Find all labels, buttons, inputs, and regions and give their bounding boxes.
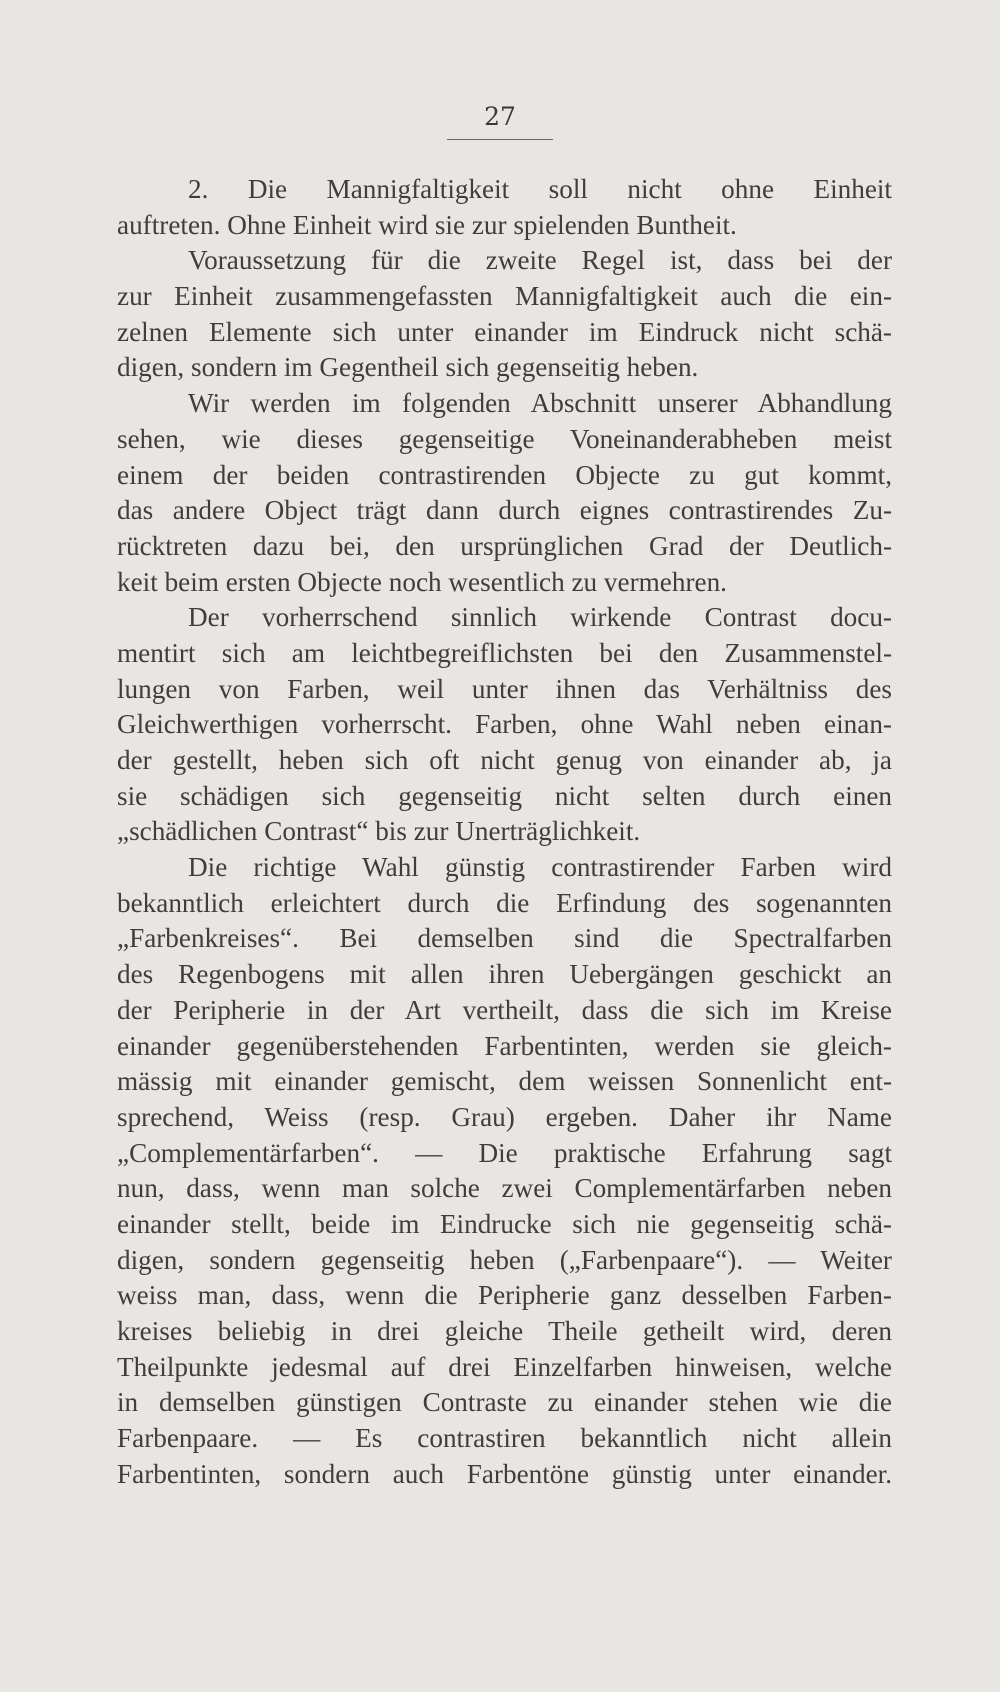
paragraph-5-line-12: digen, sondern gegenseitig heben („Farbenpaare“). — Weiter xyxy=(117,1244,892,1275)
paragraph-5-line-17: Farbenpaare. — Es contrastiren bekanntlich nicht allein xyxy=(117,1423,892,1454)
paragraph-5-line-4: des Regenbogens mit allen ihren Uebergängen geschickt an xyxy=(117,959,892,990)
paragraph-5-line-18: Farbentinten, sondern auch Farbentöne günstig unter einander. xyxy=(117,1458,892,1489)
paragraph-4-line-7: „schädlichen Contrast“ bis zur Unerträglichkeit. xyxy=(117,816,641,847)
paragraph-4-line-2: mentirt sich am leichtbegreiflichsten bei den Zusammenstel- xyxy=(117,637,892,668)
paragraph-5-line-13: weiss man, dass, wenn die Peripherie ganz desselben Farben- xyxy=(117,1280,892,1311)
paragraph-3-line-5: rücktreten dazu bei, den ursprünglichen Grad der Deutlich- xyxy=(117,530,892,561)
paragraph-3-line-4: das andere Object trägt dann durch eignes contrastirendes Zu- xyxy=(117,495,892,526)
paragraph-5-line-6: einander gegenüberstehenden Farbentinten, werden sie gleich- xyxy=(117,1030,892,1061)
paragraph-5-line-3: „Farbenkreises“. Bei demselben sind die Spectralfarben xyxy=(117,923,892,954)
paragraph-1-line-2: auftreten. Ohne Einheit wird sie zur spielenden Buntheit. xyxy=(117,209,737,240)
paragraph-4-line-6: sie schädigen sich gegenseitig nicht selten durch einen xyxy=(117,780,892,811)
paragraph-3-line-2: sehen, wie dieses gegenseitige Voneinanderabheben meist xyxy=(117,423,892,454)
paragraph-2-line-4: digen, sondern im Gegentheil sich gegenseitig heben. xyxy=(117,352,699,383)
body-text xyxy=(117,172,892,1492)
paragraph-3-line-3: einem der beiden contrastirenden Objecte zu gut kommt, xyxy=(117,459,892,490)
paragraph-5-line-5: der Peripherie in der Art vertheilt, dass die sich im Kreise xyxy=(117,994,892,1025)
paragraph-5-line-16: in demselben günstigen Contraste zu einander stehen wie die xyxy=(117,1387,892,1418)
paragraph-4-line-4: Gleichwerthigen vorherrscht. Farben, ohne Wahl neben einan- xyxy=(117,709,892,740)
paragraph-5-line-9: „Complementärfarben“. — Die praktische Erfahrung sagt xyxy=(117,1137,892,1168)
paragraph-5-line-2: bekanntlich erleichtert durch die Erfindung des sogenannten xyxy=(117,887,892,918)
paragraph-4-line-1: Der vorherrschend sinnlich wirkende Contrast docu- xyxy=(188,602,892,633)
paragraph-3-line-6: keit beim ersten Objecte noch wesentlich zu vermehren. xyxy=(117,566,727,597)
paragraph-3-line-1: Wir werden im folgenden Abschnitt unserer Abhandlung xyxy=(188,388,892,419)
page-number: 27 xyxy=(484,102,516,131)
paragraph-5-line-1: Die richtige Wahl günstig contrastirender Farben wird xyxy=(188,852,892,883)
paragraph-5-line-11: einander stellt, beide im Eindrucke sich nie gegenseitig schä- xyxy=(117,1208,892,1239)
paragraph-5-line-14: kreises beliebig in drei gleiche Theile getheilt wird, deren xyxy=(117,1316,892,1346)
paragraph-2-line-1: Voraussetzung für die zweite Regel ist, dass bei der xyxy=(188,245,892,276)
paragraph-1-line-1: 2. Die Mannigfaltigkeit soll nicht ohne Einheit xyxy=(188,174,892,204)
paragraph-5-line-10: nun, dass, wenn man solche zwei Complementärfarben neben xyxy=(117,1173,892,1204)
paragraph-5-line-7: mässig mit einander gemischt, dem weissen Sonnenlicht ent- xyxy=(117,1066,892,1097)
paragraph-5-line-15: Theilpunkte jedesmal auf drei Einzelfarben hinweisen, welche xyxy=(117,1351,892,1382)
page-number-rule xyxy=(447,139,553,140)
paragraph-5-line-8: sprechend, Weiss (resp. Grau) ergeben. Daher ihr Name xyxy=(117,1101,892,1132)
paragraph-2-line-3: zelnen Elemente sich unter einander im Eindruck nicht schä- xyxy=(117,316,892,347)
paragraph-4-line-5: der gestellt, heben sich oft nicht genug von einander ab, ja xyxy=(117,745,892,775)
paragraph-2-line-2: zur Einheit zusammengefassten Mannigfaltigkeit auch die ein- xyxy=(117,281,892,312)
paragraph-4-line-3: lungen von Farben, weil unter ihnen das Verhältniss des xyxy=(117,673,892,704)
